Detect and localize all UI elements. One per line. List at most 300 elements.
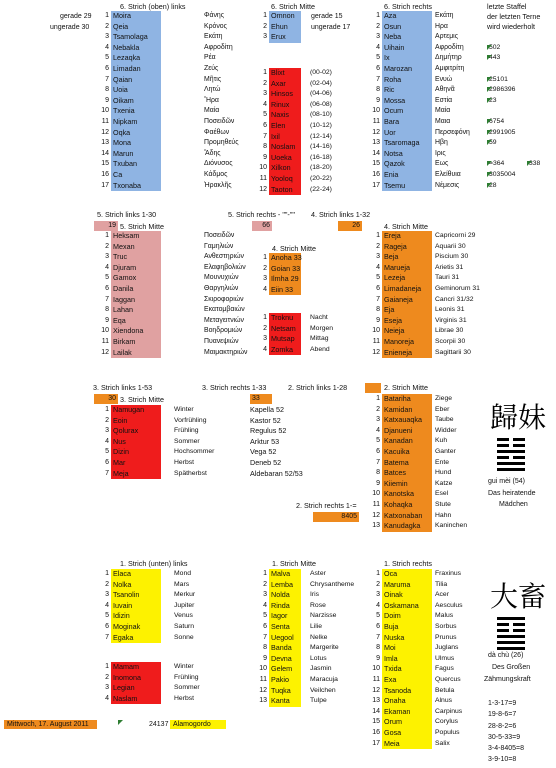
constellation: Capricorni 29: [435, 232, 476, 239]
row-name: Aza: [382, 11, 432, 22]
extra-number: 2986396: [489, 86, 516, 94]
row-name: Katxonaban: [382, 511, 432, 522]
hexagram1-desc1: Das heiratende: [488, 490, 536, 497]
row-number: 5: [263, 612, 267, 620]
month-name: Ανθεστηριών: [204, 253, 244, 261]
row-number: 8: [376, 644, 380, 652]
row-number: 1: [105, 570, 109, 577]
row-number: 6: [105, 458, 109, 466]
row-number: 6: [105, 64, 109, 72]
row-name: Rinda: [269, 601, 301, 612]
greek-name: Ζεύς: [204, 64, 219, 72]
row-name: Nebakla: [111, 43, 161, 54]
row-number: 5: [376, 54, 380, 62]
footer-date: Mittwoch, 17. August 2011: [4, 720, 97, 729]
row-number: 12: [101, 128, 109, 136]
greek-name: Κρόνος: [204, 22, 227, 30]
row-number: 12: [372, 511, 380, 519]
animal: Ziege: [435, 395, 453, 402]
row-name: Danila: [111, 284, 161, 295]
row-number: 10: [372, 490, 380, 498]
row-name: Xilkon: [269, 163, 301, 174]
row-number: 10: [372, 327, 380, 335]
row-number: 9: [105, 316, 109, 324]
greek-name: Φάνης: [204, 12, 225, 19]
row-number: 6: [263, 622, 267, 630]
row-name: Elaca: [111, 569, 161, 580]
formula: 1-3-17=9: [488, 700, 517, 707]
row-number: 4: [263, 285, 267, 293]
row-number: 1: [263, 570, 267, 577]
tree: Ulmus: [435, 654, 455, 662]
season: Sommer: [174, 684, 200, 692]
row-number: 15: [101, 160, 109, 168]
row-number: 14: [101, 149, 109, 157]
green-marker: [487, 98, 492, 103]
header-mitte2: 2. Strich Mitte: [384, 383, 428, 392]
month-name: Μαιμακτηριών: [204, 348, 248, 356]
row-number: 2: [376, 242, 380, 250]
header-links128: 2. Strich links 1-28: [288, 383, 348, 392]
tree: Carpinus: [435, 707, 463, 715]
animal: Widder: [435, 426, 457, 434]
row-number: 11: [372, 675, 380, 683]
greek-name: Ηβη: [435, 139, 448, 147]
month-name: Πυανεψιών: [204, 337, 239, 345]
greek-name: Λητώ: [204, 86, 221, 94]
green-marker: [527, 161, 532, 166]
row-number: 11: [101, 117, 109, 125]
row-number: 13: [372, 139, 380, 147]
greek-name: Δημήτηρ: [435, 54, 462, 62]
row-number: 10: [372, 665, 380, 673]
flower: Rose: [310, 601, 326, 609]
row-number: 9: [376, 654, 380, 662]
time-range: (04-06): [310, 90, 332, 98]
season: Winter: [174, 406, 194, 413]
row-number: 1: [263, 254, 267, 261]
constellation: Cancri 31/32: [435, 295, 474, 303]
row-number: 2: [376, 22, 380, 30]
greek-name: Ενυώ: [435, 75, 453, 83]
row-name: Neba: [382, 32, 432, 43]
row-name: Txonaba: [111, 181, 161, 192]
row-number: 3: [263, 591, 267, 599]
greek-name: Ποσειδῶν: [204, 117, 235, 125]
row-name: Gelem: [269, 664, 301, 675]
ungerade-mid: ungerade 17: [311, 24, 351, 31]
row-name: Oikam: [111, 96, 161, 107]
month-name: Εκατομβαιών: [204, 306, 245, 314]
row-number: 14: [372, 149, 380, 157]
hexagram2-desc1: Des Großen: [492, 664, 531, 671]
badge-19: 19: [94, 221, 118, 231]
time-range: (16-18): [310, 153, 332, 161]
planet: Sonne: [174, 633, 194, 641]
row-name: Mossa: [382, 96, 432, 107]
row-name: Rinux: [269, 100, 301, 111]
header-links153: 3. Strich links 1-53: [93, 383, 153, 392]
badge-8405: 8405: [313, 512, 359, 522]
row-number: 3: [105, 427, 109, 435]
row-name: Senta: [269, 622, 301, 633]
row-name: Doim: [382, 611, 432, 622]
row-name: Egaka: [111, 633, 161, 644]
row-number: 2: [376, 580, 380, 588]
row-name: Heksam: [111, 231, 161, 242]
row-number: 7: [263, 132, 267, 140]
row-number: 1: [263, 314, 267, 321]
greek-name: Εκάτη: [204, 33, 223, 41]
greek-name: Διόνυσος: [204, 160, 233, 168]
constellation: Sagittarii 30: [435, 348, 471, 356]
header-rechts1: 1. Strich rechts: [384, 559, 432, 568]
row-name: Ocum: [382, 106, 432, 117]
row-name: Qazok: [382, 159, 432, 170]
row-name: Naxis: [269, 110, 301, 121]
time-range: (08-10): [310, 111, 332, 119]
hexagram1-chars: 歸妹: [490, 401, 547, 434]
hexagram2-icon: [497, 617, 525, 653]
row-name: Lailak: [111, 348, 161, 359]
row-name: Eiin 33: [269, 285, 301, 296]
row-number: 4: [105, 43, 109, 51]
row-name: Txuban: [111, 159, 161, 170]
time-range: (10-12): [310, 121, 332, 129]
row-name: Marueja: [382, 263, 432, 274]
greek-name: Προμηθεύς: [204, 139, 239, 147]
row-number: 4: [105, 694, 109, 702]
row-name: Zomka: [269, 345, 301, 356]
row-number: 10: [101, 107, 109, 115]
row-number: 3: [263, 335, 267, 343]
greek-name: Αρτεμις: [435, 33, 459, 41]
flower: Margerite: [310, 644, 339, 652]
row-number: 12: [259, 686, 267, 694]
row-name: Enia: [382, 170, 432, 181]
row-name: Meja: [111, 469, 161, 480]
row-number: 7: [376, 633, 380, 641]
extra-number: =364: [489, 160, 505, 168]
header-unten-links: 1. Strich (unten) links: [120, 559, 188, 568]
row-name: Mexan: [111, 242, 161, 253]
time-range: (00-02): [310, 69, 332, 76]
season: Herbst: [174, 694, 195, 702]
green-marker: [118, 720, 123, 725]
row-name: Ehun: [269, 22, 301, 33]
daytime: Abend: [310, 345, 330, 353]
row-number: 5: [376, 274, 380, 282]
season: Frühling: [174, 673, 199, 681]
header-mitte1: 1. Strich Mitte: [272, 559, 316, 568]
row-number: 10: [259, 665, 267, 673]
daytime: Nacht: [310, 314, 328, 321]
row-name: Nipkam: [111, 117, 161, 128]
row-name: Kohaqka: [382, 500, 432, 511]
row-name: Banda: [269, 643, 301, 654]
row-number: 9: [263, 654, 267, 662]
row-name: Taoton: [269, 185, 301, 196]
row-name: Mamam: [111, 662, 161, 673]
row-name: Anoha 33: [271, 253, 302, 262]
animal: Hahn: [435, 511, 452, 519]
row-name: Bara: [382, 117, 432, 128]
row-number: 17: [372, 739, 380, 747]
flower: Tulpe: [310, 697, 327, 705]
row-number: 5: [263, 111, 267, 119]
planet: Mond: [174, 570, 192, 577]
hexagram2-chars: 大畜: [490, 580, 547, 613]
month-name: Σκιροφοριών: [204, 295, 244, 303]
animal: Esel: [435, 490, 449, 498]
row-number: 13: [372, 697, 380, 705]
extra-number: 6754: [489, 117, 505, 125]
green-marker: [487, 172, 492, 177]
season: Spätherbst: [174, 469, 207, 477]
tree: Corylus: [435, 718, 459, 726]
row-number: 8: [376, 86, 380, 94]
row-number: 2: [105, 242, 109, 250]
row-number: 8: [376, 306, 380, 314]
greek-name: Εκάτη: [435, 12, 454, 19]
row-number: 12: [101, 348, 109, 356]
row-number: 4: [263, 601, 267, 609]
planet: Merkur: [174, 591, 196, 599]
row-number: 13: [259, 697, 267, 705]
month-name: Βοηδρομιών: [204, 327, 243, 335]
row-number: 16: [101, 170, 109, 178]
row-number: 5: [376, 437, 380, 445]
row-number: 1: [263, 12, 267, 19]
greek-name: Αθηνᾶ: [435, 86, 455, 94]
flower: Jasmin: [310, 665, 332, 673]
row-name: Uoeka: [269, 153, 301, 164]
tree: Acer: [435, 591, 449, 599]
row-number: 3: [376, 416, 380, 424]
row-number: 15: [372, 160, 380, 168]
flower: Nelke: [310, 633, 328, 641]
constellation: Arietis 31: [435, 263, 464, 271]
row-number: 7: [376, 458, 380, 466]
row-name: Xiendona: [111, 326, 161, 337]
row-number: 7: [105, 75, 109, 83]
formula: 3-9-10=8: [488, 756, 517, 764]
row-name: Inomona: [111, 673, 161, 684]
row-name: Imla: [382, 654, 432, 665]
flower: Chrysantheme: [310, 580, 355, 588]
star-name: Vega 52: [250, 447, 277, 457]
row-name: Pakio: [269, 675, 301, 686]
greek-name: Ἡρακλῆς: [204, 181, 232, 189]
extra-number: 3035004: [489, 170, 516, 178]
row-name: Kanadan: [382, 436, 432, 447]
row-name: Ric: [382, 85, 432, 96]
tree: Malus: [435, 612, 454, 620]
row-number: 8: [263, 644, 267, 652]
row-name: Onaha: [382, 696, 432, 707]
row-name: Ix: [382, 53, 432, 64]
formula: 19-8-6=7: [488, 711, 517, 719]
row-name: Roha: [382, 75, 432, 86]
flower: Iris: [310, 591, 320, 599]
row-name: Exa: [382, 675, 432, 686]
row-name: Moginak: [111, 622, 161, 633]
row-name: Uor: [382, 128, 432, 139]
formula: 3-4-8405=8: [488, 745, 525, 753]
row-number: 7: [263, 633, 267, 641]
month-name: Μεταγειτνιών: [204, 316, 244, 324]
row-number: 1: [376, 395, 380, 402]
row-number: 2: [263, 22, 267, 30]
last-staffel-note: [487, 2, 540, 32]
green-marker: [487, 119, 492, 124]
row-number: 6: [376, 447, 380, 455]
tree: Prunus: [435, 633, 457, 641]
row-name: Goian 33: [271, 263, 301, 273]
greek-name: Μῆτις: [204, 75, 222, 83]
animal: Kuh: [435, 437, 448, 445]
header-mitte4: 4. Strich Mitte: [272, 244, 316, 253]
row-number: 9: [105, 96, 109, 104]
month-name: Μουνυχιών: [204, 274, 239, 282]
header-mitte3: 3. Strich Mitte: [120, 395, 164, 404]
row-name: Batces: [382, 468, 432, 479]
season: Hochsommer: [174, 448, 215, 456]
row-number: 10: [101, 327, 109, 335]
planet: Jupiter: [174, 601, 195, 609]
time-range: (06-08): [310, 100, 332, 108]
star-name: Deneb 52: [250, 457, 282, 467]
row-name: Mar: [111, 458, 161, 469]
row-number: 4: [263, 345, 267, 353]
greek-name: Εστία: [435, 96, 453, 104]
row-name: Nuska: [382, 633, 432, 644]
row-number: 15: [372, 718, 380, 726]
row-number: 10: [259, 164, 267, 172]
row-name: Marozan: [382, 64, 432, 75]
row-name: Tsanoda: [382, 686, 432, 697]
constellation: Leonis 31: [435, 306, 465, 314]
row-number: 4: [105, 263, 109, 271]
row-name: Qeia: [111, 22, 161, 33]
row-name: Iuvain: [111, 601, 161, 612]
header-blue-right: 6. Strich rechts: [384, 2, 432, 11]
row-number: 9: [376, 479, 380, 487]
flower: Maracuja: [310, 675, 338, 683]
row-name: Ekaman: [382, 707, 432, 718]
season: Herbst: [174, 458, 195, 466]
header-mitte5: 5. Strich Mitte: [120, 222, 164, 231]
row-number: 2: [263, 264, 267, 272]
row-number: 8: [263, 143, 267, 151]
gerade-left: gerade 29: [60, 13, 92, 20]
animal: Kaninchen: [435, 522, 468, 530]
green-marker: [487, 87, 492, 92]
hexagram2-desc2: Zähmungskraft: [484, 676, 531, 683]
row-number: 4: [105, 601, 109, 609]
flower: Lilie: [310, 622, 323, 630]
row-name: Oqka: [111, 128, 161, 139]
row-number: 3: [105, 253, 109, 261]
row-name: Tsemu: [382, 181, 432, 192]
greek-name: Ρέα: [204, 54, 216, 62]
row-name: Iagor: [269, 611, 301, 622]
row-name: Truc: [111, 252, 161, 263]
row-name: Katxauaqka: [382, 415, 432, 426]
greek-name: Ιρις: [435, 149, 446, 157]
badge-66: 66: [252, 221, 272, 231]
greek-name: Αφροδίτη: [204, 43, 233, 51]
row-name: Axar: [269, 79, 301, 90]
planet: Venus: [174, 612, 193, 620]
badge-33: 33: [250, 394, 272, 404]
greek-name: Νέμεσις: [435, 181, 460, 189]
row-name: Kanta: [269, 696, 301, 707]
row-name: Hinsos: [269, 89, 301, 100]
row-name: Uihain: [382, 43, 432, 54]
header-rechts2: 2. Strich rechts 1-=: [296, 501, 357, 510]
green-marker: [487, 161, 492, 166]
extra-number: 28: [489, 181, 497, 189]
row-number: 3: [263, 33, 267, 41]
daytime: Morgen: [310, 324, 334, 332]
row-number: 7: [105, 469, 109, 477]
row-number: 16: [372, 728, 380, 736]
row-number: 1: [376, 570, 380, 577]
hexagram1-desc2: Mädchen: [499, 501, 528, 508]
time-range: (14-16): [310, 143, 332, 151]
row-number: 17: [372, 181, 380, 189]
row-number: 11: [259, 675, 267, 683]
month-name: Ελαφηβολιών: [204, 263, 246, 271]
star-name: Arktur 53: [250, 436, 280, 446]
hexagram2-name: dà chù (26): [488, 652, 524, 659]
row-name: Legian: [111, 683, 161, 694]
greek-name: Μαια: [435, 117, 451, 125]
row-number: 2: [263, 79, 267, 87]
row-name: Eja: [382, 305, 432, 316]
green-marker: [487, 130, 492, 135]
row-number: 5: [105, 54, 109, 62]
row-name: Marun: [111, 149, 161, 160]
row-name: Ixil: [269, 132, 301, 143]
greek-name: Εως: [435, 160, 449, 168]
row-name: Osun: [382, 22, 432, 33]
season: Sommer: [174, 437, 200, 445]
row-name: Kiiemin: [382, 479, 432, 490]
row-name: Lezaqka: [111, 53, 161, 64]
month-name: Γαμηλιών: [204, 242, 234, 250]
greek-name: Κάδμος: [204, 170, 228, 178]
row-number: 1: [263, 69, 267, 76]
row-name: Namugan: [111, 405, 161, 416]
row-name: Omnon: [269, 11, 301, 22]
row-number: 6: [105, 284, 109, 292]
row-number: 2: [376, 405, 380, 413]
row-name: Gosa: [382, 728, 432, 739]
greek-name: Περσεφόνη: [435, 128, 470, 136]
row-number: 3: [376, 33, 380, 41]
row-number: 1: [105, 12, 109, 19]
row-name: Lahan: [111, 305, 161, 316]
constellation: Virginis 31: [435, 316, 467, 324]
row-name: Djuram: [111, 263, 161, 274]
tree: Betula: [435, 686, 455, 694]
time-range: (18-20): [310, 164, 332, 172]
constellation: Aquarii 30: [435, 242, 466, 250]
row-name: Malva: [269, 569, 301, 580]
tree: Tilia: [435, 580, 448, 588]
